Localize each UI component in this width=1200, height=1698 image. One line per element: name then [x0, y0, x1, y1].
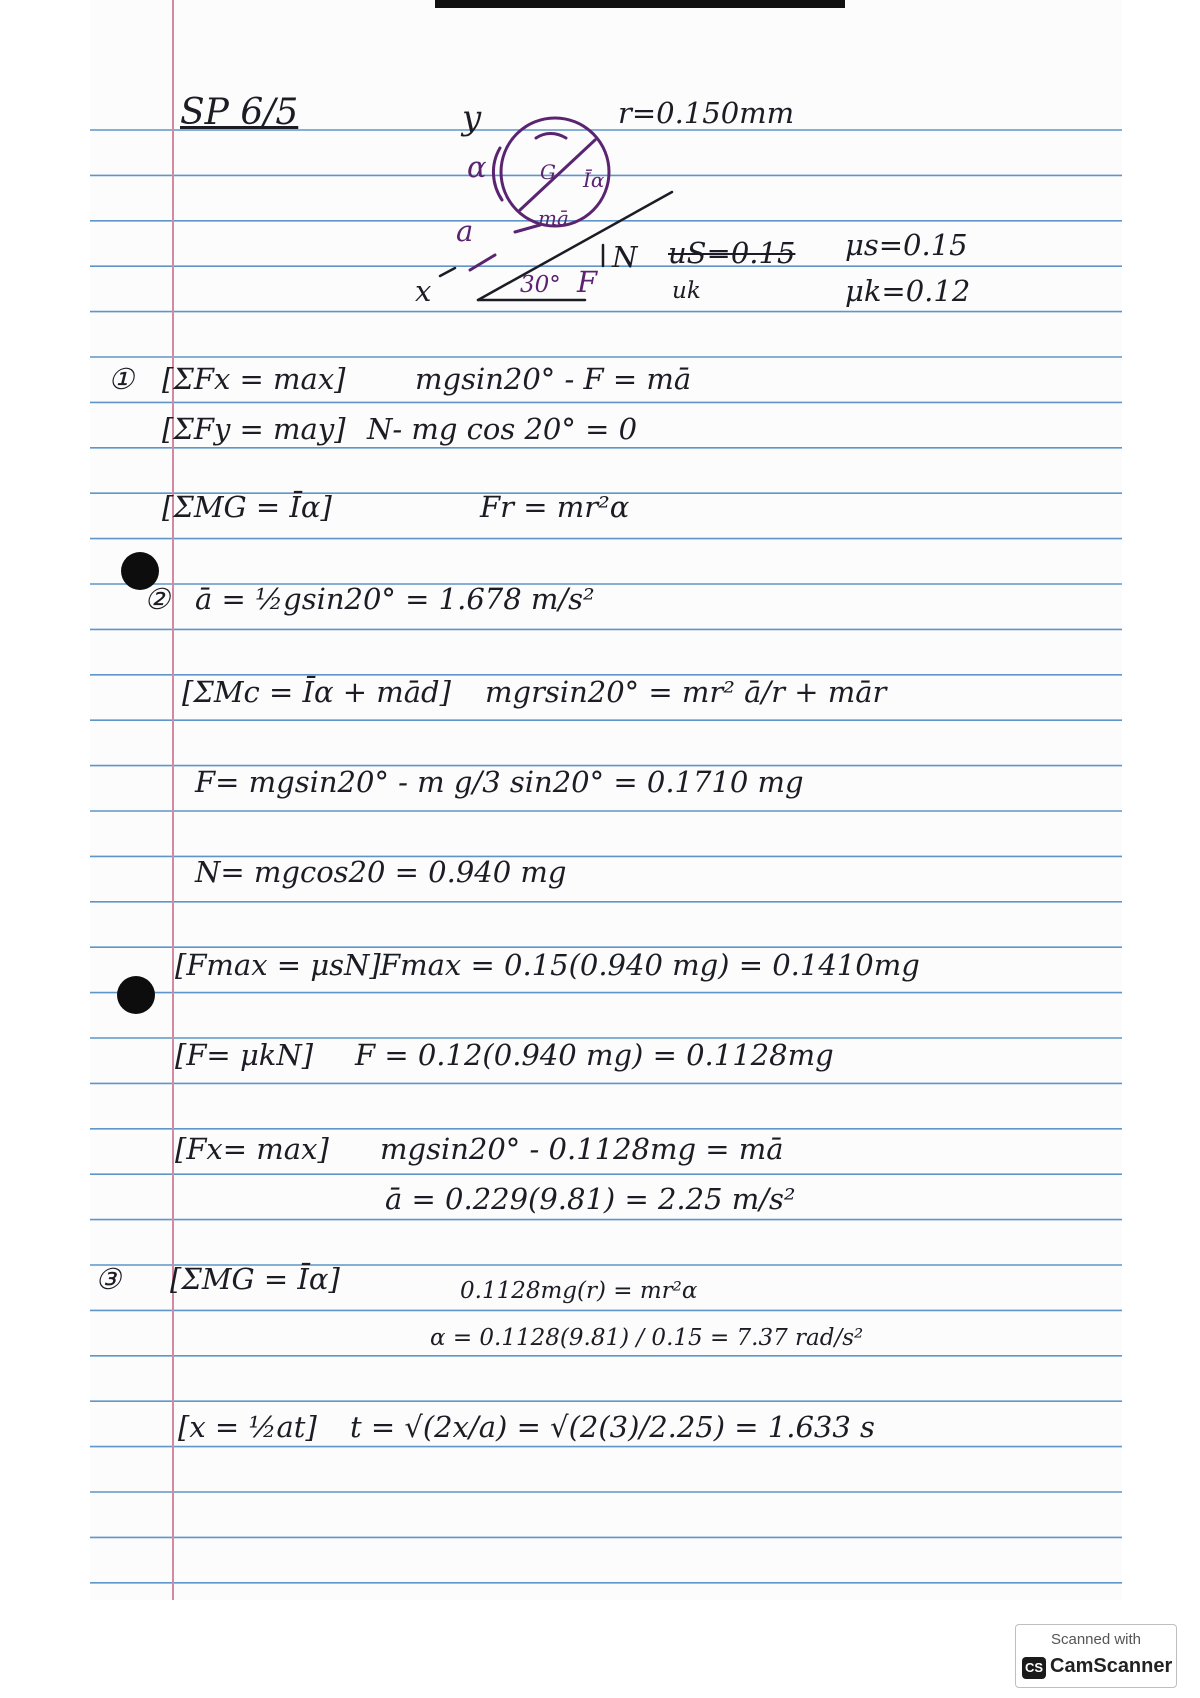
uk-note: uk	[672, 278, 701, 304]
step1-fx-eq: mgsin20° - F = mā	[415, 362, 692, 396]
step3-t-eq: t = √(2x/a) = √(2(3)/2.25) = 1.633 s	[350, 1410, 875, 1444]
step3-mg-eq: 0.1128mg(r) = mr²α	[460, 1278, 698, 1304]
step2-marker: ②	[144, 582, 170, 616]
step1-mg-eq: Fr = mr²α	[480, 490, 630, 524]
step2-f-eq: F= mgsin20° - m g/3 sin20° = 0.1710 mg	[195, 765, 804, 799]
incline-line	[478, 192, 672, 300]
step3-alpha-eq: α = 0.1128(9.81) / 0.15 = 7.37 rad/s²	[430, 1325, 864, 1351]
g-label: G	[540, 160, 556, 184]
step1-mg-label: [ΣMG = Īα]	[162, 490, 332, 524]
step2-fmax-label: [Fmax = μsN]	[175, 948, 381, 982]
hole-punch-dot	[117, 976, 155, 1014]
step2-mc-eq: mgrsin20° = mr² ā/r + mār	[485, 675, 887, 709]
accel-arrow	[470, 255, 495, 270]
scanned-with-text: Scanned with	[1050, 1631, 1142, 1648]
alpha-label: α	[467, 150, 487, 184]
struck-note: uS=0.15	[668, 236, 796, 270]
step2-fx-label: [Fx= max]	[175, 1132, 329, 1166]
step2-mc-label: [ΣMc = Īα + mād]	[182, 675, 451, 709]
step2-a-result: ā = 0.229(9.81) = 2.25 m/s²	[385, 1182, 796, 1216]
camscanner-logo-icon: CS	[1022, 1657, 1046, 1679]
step2-fk-eq: F = 0.12(0.940 mg) = 0.1128mg	[355, 1038, 834, 1072]
ma-label: mā	[538, 206, 569, 230]
step1-fy-label: [ΣFy = may]	[162, 412, 346, 446]
mu-s-value: μs=0.15	[845, 228, 968, 262]
y-axis-label: y	[462, 98, 482, 138]
camscanner-brand: CamScanner	[1050, 1655, 1173, 1677]
page-title: SP 6/5	[180, 92, 299, 133]
i-alpha-arrow	[536, 134, 566, 139]
step2-fk-label: [F= μkN]	[175, 1038, 314, 1072]
x-axis-dash	[440, 268, 455, 276]
radius-label: r=0.150mm	[618, 96, 795, 130]
angle-label: 30°	[520, 272, 561, 298]
step3-x-label: [x = ½at]	[178, 1410, 317, 1444]
ma-arrow	[515, 225, 540, 232]
x-axis-label: x	[415, 274, 432, 308]
step3-marker: ③	[95, 1262, 121, 1296]
step2-n-eq: N= mgcos20 = 0.940 mg	[195, 855, 567, 889]
mu-k-value: μk=0.12	[845, 274, 971, 308]
friction-label: F	[577, 265, 598, 299]
step2-a-bar: ā = ½gsin20° = 1.678 m/s²	[195, 582, 595, 616]
step1-marker: ①	[108, 362, 134, 396]
camscanner-badge	[1015, 1624, 1177, 1688]
i-alpha-label: Īα	[583, 168, 605, 192]
step1-fy-eq: N- mg cos 20° = 0	[367, 412, 638, 446]
step2-fx-eq: mgsin20° - 0.1128mg = mā	[380, 1132, 784, 1166]
step3-mg-label: [ΣMG = Īα]	[170, 1262, 340, 1296]
accel-label: a	[456, 214, 474, 248]
step1-fx-label: [ΣFx = max]	[162, 362, 346, 396]
step2-fmax-eq: Fmax = 0.15(0.940 mg) = 0.1410mg	[380, 948, 920, 982]
normal-label: N	[612, 240, 638, 274]
